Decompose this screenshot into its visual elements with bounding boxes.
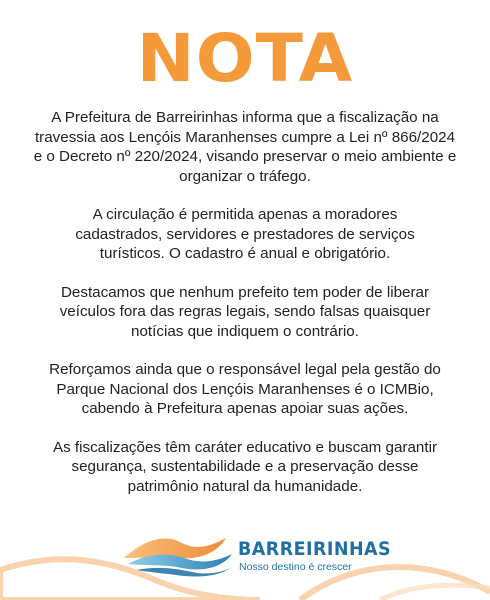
brand-name: BARREIRINHAS bbox=[238, 538, 392, 560]
paragraph-circulation: A circulação é permitida apenas a moradores cadastrados, servidores e prestadores de serviços turísticos. O cadastro é anual e obrigatório. bbox=[75, 206, 415, 262]
paragraph-inspections: As fiscalizações têm caráter educativo e buscam garantir segurança, sustentabilidade e a preservação desse patrimônio natural da humanidade. bbox=[52, 438, 438, 495]
paragraph-no-exceptions: Destacamos que nenhum prefeito tem poder de liberar veículos fora das regras legais, sendo falsas quaisquer notícias que indiquem o contrário. bbox=[59, 283, 431, 340]
decorative-wave bbox=[0, 530, 490, 600]
paragraph-icmbio: Reforçamos ainda que o responsável legal pela gestão do Parque Nacional dos Lençóis Maranhenses é o ICMBio, cabendo à Prefeitura apenas apoiar suas ações. bbox=[49, 361, 441, 417]
paragraph-legal-basis: A Prefeitura de Barreirinhas informa que a fiscalização na travessia aos Lençóis Maranhenses cumpre a Lei nº 866/2024 e o Decreto nº 220/2024, visando preservar o meio ambiente e organizar o tráfego. bbox=[33, 109, 457, 185]
page-title: NOTA bbox=[136, 20, 354, 97]
announcement-body bbox=[30, 108, 460, 515]
brand-tagline: Nosso destino é crescer bbox=[239, 561, 352, 573]
